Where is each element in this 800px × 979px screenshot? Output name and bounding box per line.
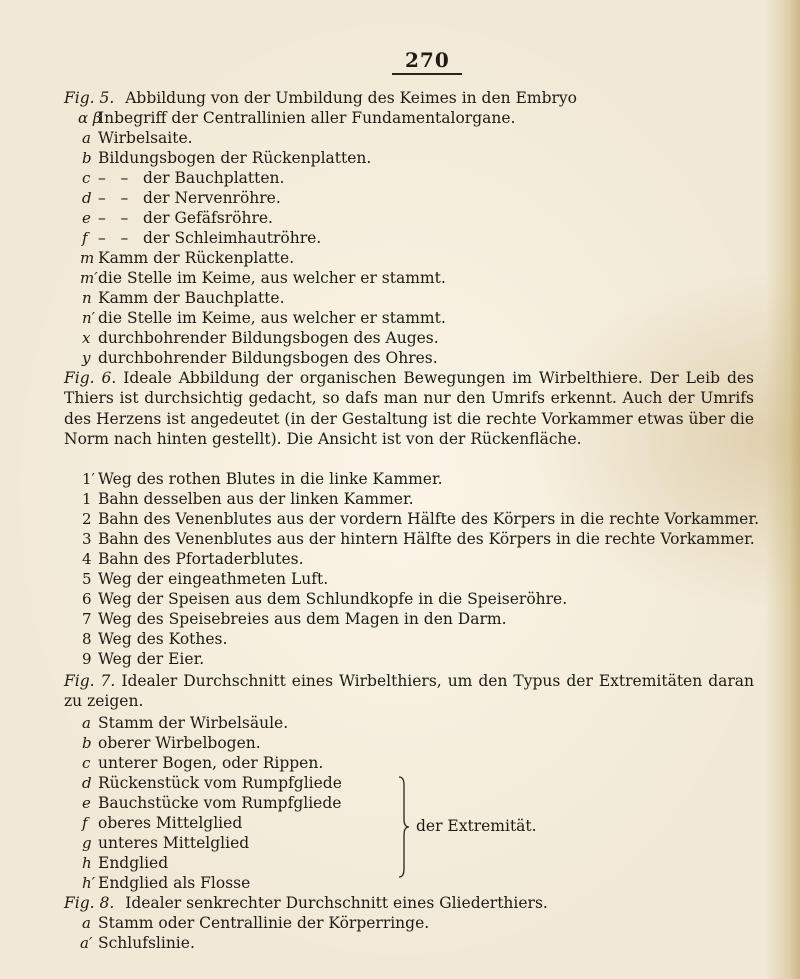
page-number-rule <box>392 73 462 75</box>
fig5-item-text: – – der Schleimhautröhre. <box>98 229 322 247</box>
fig6-item-key: 4 <box>82 550 92 568</box>
fig7-intro-block <box>64 671 754 712</box>
fig5-heading <box>64 88 577 108</box>
fig7-item-key: f <box>82 814 88 832</box>
fig6-item-text: Bahn desselben aus der linken Kammer. <box>98 490 414 508</box>
fig5-item-text: – – der Bauchplatten. <box>98 169 285 187</box>
fig5-item-key: n′ <box>82 309 96 327</box>
fig8-heading <box>64 893 548 913</box>
fig7-item-text: Stamm der Wirbelsäule. <box>98 714 289 732</box>
fig6-intro-block <box>64 368 754 449</box>
fig8-item-text: Stamm oder Centrallinie der Körperringe. <box>98 914 430 932</box>
fig6-item-text: Weg des rothen Blutes in die linke Kammer. <box>98 470 443 488</box>
fig7-item-text: Endglied als Flosse <box>98 874 251 892</box>
fig7-intro: Idealer Durchschnitt eines Wirbelthiers, um den Typus der Extremitäten daran zu zeigen. <box>64 672 754 711</box>
fig7-item-text: Endglied <box>98 854 169 872</box>
fig5-item-key: b <box>82 149 92 167</box>
fig6-item-key: 7 <box>82 610 92 628</box>
fig8-title: Idealer senkrechter Durchschnitt eines Gliederthiers. <box>125 894 548 912</box>
fig6-item-key: 6 <box>82 590 92 608</box>
fig5-item-text: – – der Gefäfsröhre. <box>98 209 273 227</box>
fig7-item-key: d <box>82 774 92 792</box>
fig6-item-text: Weg der Speisen aus dem Schlundkopfe in die Speiseröhre. <box>98 590 568 608</box>
fig5-item-key: n <box>82 289 92 307</box>
fig6-item-key: 8 <box>82 630 92 648</box>
page-edge-shadow <box>766 0 800 979</box>
fig6-item-key: 5 <box>82 570 92 588</box>
fig6-item-key: 1 <box>82 490 92 508</box>
fig5-item-text: Inbegriff der Centrallinien aller Fundamentalorgane. <box>98 109 516 127</box>
fig6-item-key: 9 <box>82 650 92 668</box>
fig5-item-key: c <box>82 169 91 187</box>
brace-label: der Extremität. <box>416 817 537 835</box>
fig6-item-text: Weg der Eier. <box>98 650 205 668</box>
brace-icon <box>398 775 410 879</box>
fig7-item-text: Rückenstück vom Rumpfgliede <box>98 774 342 792</box>
fig7-item-key: h <box>82 854 92 872</box>
fig7-item-key: h′ <box>82 874 96 892</box>
page-number: 270 <box>405 48 450 72</box>
fig5-item-key: m <box>80 249 95 267</box>
fig6-item-text: Weg der eingeathmeten Luft. <box>98 570 329 588</box>
fig5-item-text: – – der Nervenröhre. <box>98 189 281 207</box>
fig5-item-text: Wirbelsaite. <box>98 129 193 147</box>
fig6-intro: Ideale Abbildung der organischen Bewegungen im Wirbelthiere. Der Leib des Thiers ist durchsichtig gedacht, so dafs man nur den Umrifs erkennt. Auch der Umrifs des Herzens ist angedeutet (in der Gestaltung ist die rechte Vorkammer etwas über die Norm nach hinten gestellt). Die Ansicht ist von der Rückenfläche. <box>64 369 754 448</box>
fig7-item-text: unterer Bogen, oder Rippen. <box>98 754 324 772</box>
fig6-item-text: Bahn des Venenblutes aus der hintern Hälfte des Körpers in die rechte Vorkammer. <box>98 530 755 548</box>
fig7-item-text: Bauchstücke vom Rumpfgliede <box>98 794 342 812</box>
fig5-item-key: α β <box>78 109 102 127</box>
fig5-item-key: e <box>82 209 91 227</box>
fig6-item-text: Weg des Kothes. <box>98 630 228 648</box>
fig6-item-key: 2 <box>82 510 92 528</box>
fig6-item-text: Weg des Speisebreies aus dem Magen in den Darm. <box>98 610 507 628</box>
fig6-item-key: 3 <box>82 530 92 548</box>
fig7-label: Fig. 7. <box>64 672 116 690</box>
fig7-item-key: c <box>82 754 91 772</box>
fig7-item-key: a <box>82 714 91 732</box>
fig5-item-key: m′ <box>80 269 98 287</box>
fig5-item-text: Kamm der Bauchplatte. <box>98 289 285 307</box>
fig5-item-key: d <box>82 189 92 207</box>
fig5-item-key: a <box>82 129 91 147</box>
fig5-item-key: x <box>82 329 91 347</box>
fig7-item-key: b <box>82 734 92 752</box>
fig7-item-text: unteres Mittelglied <box>98 834 250 852</box>
fig5-item-key: f <box>82 229 88 247</box>
fig7-item-text: oberer Wirbelbogen. <box>98 734 261 752</box>
fig5-item-text: die Stelle im Keime, aus welcher er stammt. <box>98 309 446 327</box>
fig5-title: Abbildung von der Umbildung des Keimes in den Embryo <box>125 89 577 107</box>
fig8-label: Fig. 8. <box>64 894 115 912</box>
fig7-item-key: e <box>82 794 91 812</box>
fig8-item-text: Schlufslinie. <box>98 934 195 952</box>
fig7-item-text: oberes Mittelglied <box>98 814 243 832</box>
fig5-label: Fig. 5. <box>64 89 115 107</box>
fig6-item-key: 1′ <box>82 470 95 488</box>
fig5-item-text: Bildungsbogen der Rückenplatten. <box>98 149 372 167</box>
fig5-item-text: die Stelle im Keime, aus welcher er stammt. <box>98 269 446 287</box>
fig5-item-text: durchbohrender Bildungsbogen des Ohres. <box>98 349 438 367</box>
fig5-item-key: y <box>82 349 91 367</box>
fig5-item-text: durchbohrender Bildungsbogen des Auges. <box>98 329 439 347</box>
fig5-item-text: Kamm der Rückenplatte. <box>98 249 295 267</box>
fig6-item-text: Bahn des Venenblutes aus der vordern Hälfte des Körpers in die rechte Vorkammer. <box>98 510 759 528</box>
fig8-item-key: a <box>82 914 91 932</box>
fig6-label: Fig. 6. <box>64 369 117 387</box>
fig7-item-key: g <box>82 834 92 852</box>
fig8-item-key: a′ <box>80 934 93 952</box>
fig6-item-text: Bahn des Pfortaderblutes. <box>98 550 304 568</box>
